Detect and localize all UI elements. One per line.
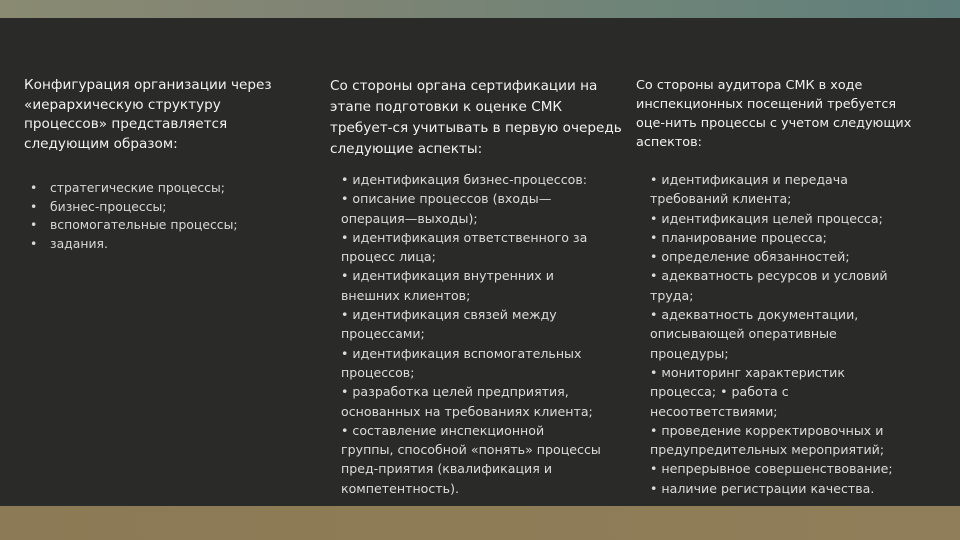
text-line: • составление инспекционной [341,422,545,438]
heading-line: оце-нить процессы с учетом следующих [636,116,912,131]
text-line: • идентификация бизнес-процессов: [341,172,588,187]
aspects-list [341,170,631,498]
text-line: • адекватность ресурсов и условий [650,268,888,284]
text-line: внешних клиентов; [341,287,471,303]
text-line: • планирование процесса; [650,229,827,245]
list-item-text: бизнес-процессы; [50,198,167,214]
heading-line: Со стороны аудитора СМК в ходе [636,78,863,93]
bottom-decorative-band [0,506,960,540]
list-item [24,179,306,198]
text-line: • адекватность документации, [650,307,859,323]
text-line: процессов; [341,364,415,380]
column-heading [636,76,936,152]
column-certification-body [330,76,630,496]
text-line: • идентификация целей процесса; [650,210,883,226]
list-item-text: задания. [50,235,108,251]
list-item [24,198,306,217]
bullet-list [24,179,306,253]
text-line: основанных на требованиях клиента; [341,403,593,419]
bullet-icon: • [30,180,38,195]
text-line: несоответствиями; [650,403,778,419]
text-line: требований клиента; [650,191,792,207]
text-line: описывающей оперативные [650,326,837,342]
column-hierarchy [24,76,306,253]
column-heading [330,76,630,160]
column-auditor [636,76,936,496]
text-line: • идентификация связей между [341,307,557,323]
text-line: труда; [650,287,694,303]
heading-line: этапе подготовки к оценке СМК [330,99,563,115]
text-line: группы, способной «понять» процессы [341,442,601,458]
text-line: • идентификация внутренних и [341,268,554,284]
heading-line: инспекционных посещений требуется [636,97,897,112]
text-line: • идентификация ответственного за [341,229,588,245]
heading-line: «иерархическую структуру [24,96,221,113]
column-heading [24,76,306,154]
text-line: • непрерывное совершенствование; [650,461,893,477]
heading-line: процессов» представляется [24,116,228,132]
top-decorative-band [0,0,960,18]
text-line: • наличие регистрации качества. [650,480,875,496]
aspects-list [650,170,936,498]
text-line: • идентификация и передача [650,172,848,187]
bullet-icon: • [30,217,38,232]
bullet-icon: • [30,198,38,214]
text-line: компетентность). [341,480,459,496]
text-line: процессами; [341,326,425,342]
list-item-text: стратегические процессы; [50,180,225,195]
text-line: процесса; • работа с [650,384,789,400]
text-line: процесс лица; [341,249,436,265]
text-line: • определение обязанностей; [650,249,850,265]
list-item-text: вспомогательные процессы; [50,217,238,232]
text-line: • идентификация вспомогательных [341,345,582,361]
slide-body [0,18,960,506]
text-line: • описание процессов (входы— [341,191,552,207]
bullet-icon: • [30,235,38,251]
text-line: • проведение корректировочных и [650,422,884,438]
heading-line: Со стороны органа сертификации на [330,78,598,94]
text-line: пред-приятия (квалификация и [341,461,553,477]
text-line: процедуры; [650,345,729,361]
text-line: предупредительных мероприятий; [650,442,885,458]
text-line: • мониторинг характеристик [650,364,845,380]
list-item [24,235,306,254]
text-line: • разработка целей предприятия, [341,384,569,400]
heading-line: следующим образом: [24,135,178,152]
text-line: операция—выходы); [341,210,478,226]
heading-line: требует-ся учитывать в первую очередь [330,120,622,136]
heading-line: аспектов: [636,135,702,150]
list-item [24,216,306,235]
heading-line: следующие аспекты: [330,141,483,157]
heading-line: Конфигурация организации через [24,77,272,93]
